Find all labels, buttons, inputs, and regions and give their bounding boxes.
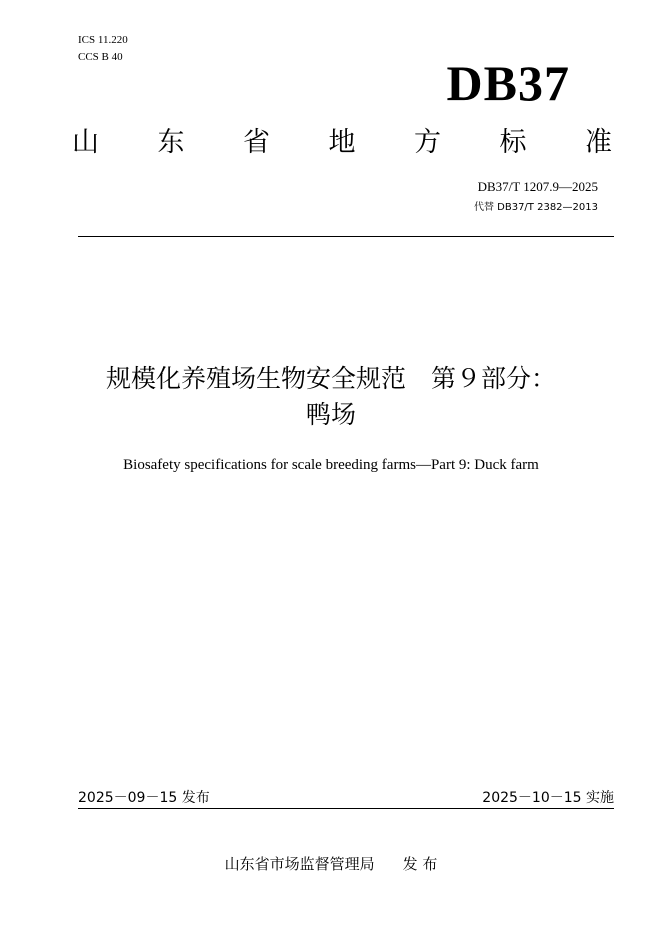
document-title: 规模化养殖场生物安全规范 第９部分： xyxy=(105,364,556,393)
ccs-code: CCS B 40 xyxy=(78,51,123,63)
province-char: 准 xyxy=(585,127,612,158)
replaces-note: 代替 DB37/T 2382—2013 xyxy=(473,202,598,213)
english-title: Biosafety specifications for scale breeding farms—Part 9: Duck farm xyxy=(123,457,539,473)
standard-number: DB37/T 1207.9—2025 xyxy=(477,179,598,194)
issuing-authority xyxy=(0,854,662,874)
issue-date: 2025－09－15 发布 xyxy=(78,790,210,806)
ics-code: ICS 11.220 xyxy=(78,34,128,46)
implementation-date: 2025－10－15 实施 xyxy=(482,790,614,806)
db37-logo: DB37 xyxy=(446,55,570,111)
issuer-suffix: 发 布 xyxy=(402,855,438,873)
province-char: 地 xyxy=(328,127,356,158)
province-char: 省 xyxy=(243,127,270,158)
footer-divider xyxy=(78,808,614,809)
province-char: 山 xyxy=(72,127,99,158)
province-char: 东 xyxy=(157,127,185,158)
issuer-name: 山东省市场监督管理局 xyxy=(224,855,375,873)
header-divider xyxy=(78,236,614,237)
province-char: 方 xyxy=(414,127,441,158)
province-char: 标 xyxy=(499,127,527,158)
document-title-line2: 鸭场 xyxy=(305,400,356,429)
province-standard-heading xyxy=(72,126,612,160)
